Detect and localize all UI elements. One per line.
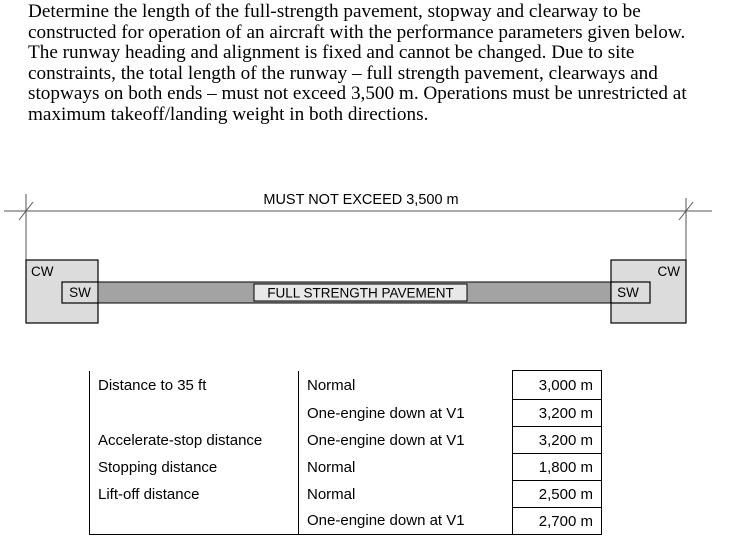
left-clearway-label: CW bbox=[31, 264, 54, 279]
value-cell: 2,500 m bbox=[513, 481, 602, 508]
problem-line: constraints, the total length of the runway – full strength pavement, clearways and bbox=[28, 62, 658, 84]
problem-line: Determine the length of the full-strength pavement, stopway and clearway to be bbox=[28, 1, 641, 22]
table-row bbox=[90, 481, 602, 508]
dimension-label: MUST NOT EXCEED 3,500 m bbox=[263, 192, 459, 208]
problem-line: maximum takeoff/landing weight in both directions. bbox=[28, 103, 429, 125]
performance-table bbox=[89, 370, 602, 535]
right-clearway-label: CW bbox=[657, 264, 680, 279]
value-cell: 1,800 m bbox=[513, 454, 602, 481]
condition-cell: One-engine down at V1 bbox=[299, 400, 513, 427]
pavement-label: FULL STRENGTH PAVEMENT bbox=[267, 285, 454, 301]
parameter-cell: Distance to 35 ft bbox=[90, 371, 299, 400]
parameter-cell: Accelerate-stop distance bbox=[90, 427, 299, 454]
condition-cell: One-engine down at V1 bbox=[299, 508, 513, 535]
condition-cell: Normal bbox=[299, 481, 513, 508]
runway-diagram bbox=[0, 180, 733, 350]
parameter-cell bbox=[90, 508, 299, 535]
table-row bbox=[90, 454, 602, 481]
condition-cell: Normal bbox=[299, 371, 513, 400]
problem-line: The runway heading and alignment is fixed and cannot be changed. Due to site bbox=[28, 42, 635, 64]
problem-line: stopways on both ends – must not exceed 3,500 m. Operations must be unrestricted at bbox=[28, 83, 687, 105]
table-row bbox=[90, 508, 602, 535]
value-cell: 3,000 m bbox=[513, 371, 602, 400]
problem-statement bbox=[28, 2, 728, 126]
table-row bbox=[90, 371, 602, 400]
value-cell: 3,200 m bbox=[513, 427, 602, 454]
parameter-cell: Lift-off distance bbox=[90, 481, 299, 508]
table-row bbox=[90, 400, 602, 427]
condition-cell: One-engine down at V1 bbox=[299, 427, 513, 454]
value-cell: 2,700 m bbox=[513, 508, 602, 535]
parameter-cell bbox=[90, 400, 299, 427]
parameter-cell: Stopping distance bbox=[90, 454, 299, 481]
value-cell: 3,200 m bbox=[513, 400, 602, 427]
right-stopway-label: SW bbox=[617, 285, 639, 300]
left-stopway-label: SW bbox=[69, 285, 91, 300]
table-row bbox=[90, 427, 602, 454]
problem-line: constructed for operation of an aircraft with the performance parameters given below. bbox=[28, 21, 686, 43]
condition-cell: Normal bbox=[299, 454, 513, 481]
